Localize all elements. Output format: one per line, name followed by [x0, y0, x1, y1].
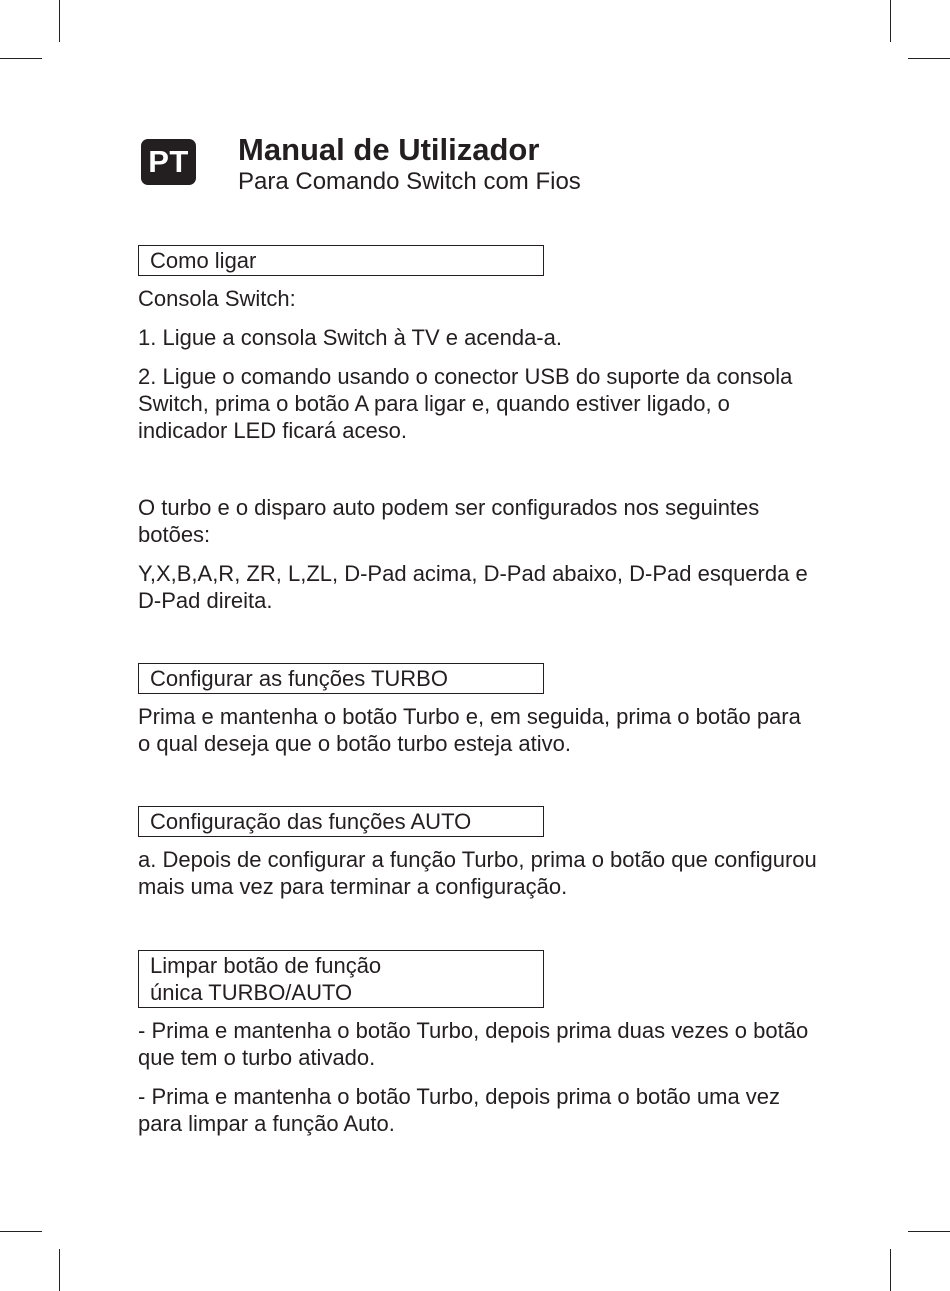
crop-mark-bottom-left-vertical	[59, 1249, 60, 1291]
manual-content	[138, 245, 818, 1137]
auto-instructions: a. Depois de configurar a função Turbo, prima o botão que configurou mais uma vez para terminar a configuração.	[138, 847, 817, 899]
crop-mark-top-right-vertical	[890, 0, 891, 42]
crop-mark-top-left-vertical	[59, 0, 60, 42]
clear-auto-instructions: - Prima e mantenha o botão Turbo, depois prima o botão uma vez para limpar a função Auto.	[138, 1084, 781, 1136]
turbo-auto-buttons-list: Y,X,B,A,R, ZR, L,ZL, D-Pad acima, D-Pad abaixo, D-Pad esquerda e D-Pad direita.	[138, 561, 808, 613]
connect-step-1: 1. Ligue a consola Switch à TV e acenda-a.	[138, 325, 562, 350]
crop-mark-bottom-right-vertical	[890, 1249, 891, 1291]
connect-console-label: Consola Switch:	[138, 286, 296, 311]
section-heading-clear-line-2: única TURBO/AUTO	[150, 980, 353, 1005]
crop-mark-bottom-left-horizontal	[0, 1231, 42, 1232]
language-badge: PT	[141, 139, 196, 185]
section-heading-auto: Configuração das funções AUTO	[138, 806, 544, 837]
page-subtitle: Para Comando Switch com Fios	[238, 168, 581, 195]
turbo-instructions: Prima e mantenha o botão Turbo e, em seguida, prima o botão para o qual deseja que o botão turbo esteja ativo.	[138, 704, 801, 756]
turbo-auto-buttons-intro: O turbo e o disparo auto podem ser configurados nos seguintes botões:	[138, 495, 760, 547]
section-heading-connect: Como ligar	[138, 245, 544, 276]
crop-mark-bottom-right-horizontal	[908, 1231, 950, 1232]
section-heading-clear-line-1: Limpar botão de função	[150, 953, 382, 978]
section-heading-clear	[138, 950, 544, 1008]
crop-mark-top-left-horizontal	[0, 58, 42, 59]
page-title: Manual de Utilizador	[238, 132, 540, 167]
clear-turbo-instructions: - Prima e mantenha o botão Turbo, depois prima duas vezes o botão que tem o turbo ativado.	[138, 1018, 809, 1070]
section-heading-turbo: Configurar as funções TURBO	[138, 663, 544, 694]
connect-step-2: 2. Ligue o comando usando o conector USB do suporte da consola Switch, prima o botão A para ligar e, quando estiver ligado, o indicador LED ficará aceso.	[138, 364, 793, 443]
crop-mark-top-right-horizontal	[908, 58, 950, 59]
